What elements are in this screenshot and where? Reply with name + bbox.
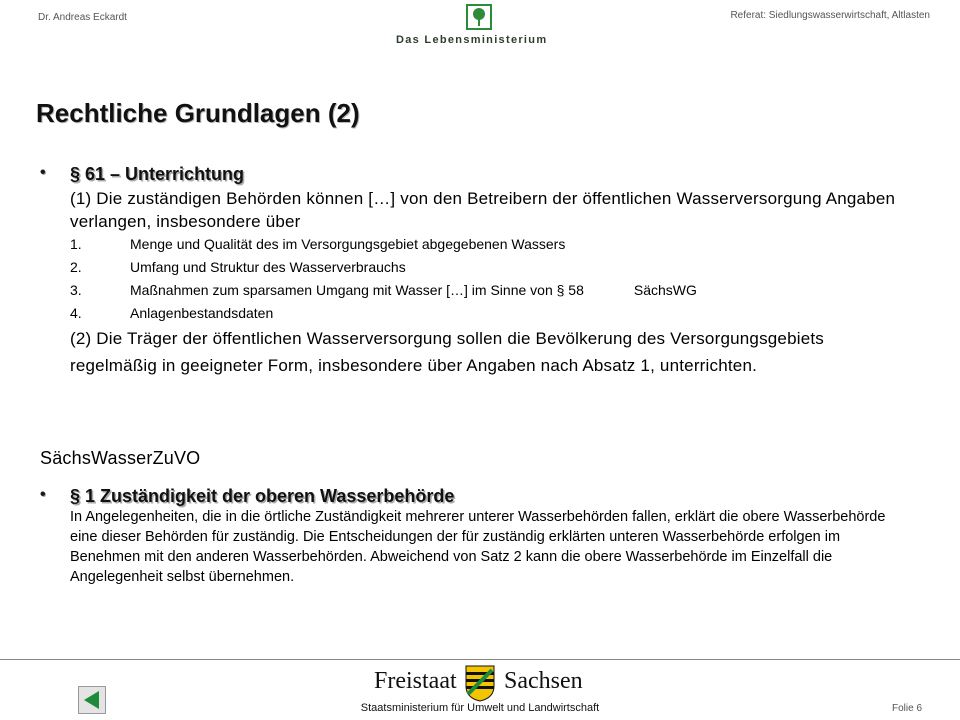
logo-text: Das Lebensministerium — [396, 34, 548, 46]
list-text: Maßnahmen zum sparsamen Umgang mit Wasser […] im Sinne von § 58 — [130, 282, 584, 298]
list-num: 4. — [70, 305, 82, 321]
freistaat-label: Freistaat — [374, 668, 457, 694]
section1-list — [70, 233, 920, 325]
list-item — [70, 233, 920, 256]
section1-para2: (2) Die Träger der öffentlichen Wasserversorgung sollen die Bevölkerung des Versorgungsgebiets regelmäßig in geeigneter Form, insbesondere über Angaben nach Absatz 1, unterrichten. — [70, 329, 824, 375]
bullet-icon: • — [40, 164, 46, 181]
department-label: Referat: Siedlungswasserwirtschaft, Altlasten — [730, 10, 930, 21]
bullet-icon: • — [40, 486, 46, 503]
section1-intro: (1) Die zuständigen Behörden können […] von den Betreibern der öffentlichen Wasserversorgung Angaben verlangen, insbesondere über — [70, 189, 896, 231]
sachsen-label: Sachsen — [504, 668, 583, 694]
section-unterrichtung — [40, 164, 920, 379]
list-item — [70, 279, 920, 302]
author-label: Dr. Andreas Eckardt — [38, 12, 127, 23]
section-zustaendigkeit — [40, 486, 920, 587]
ministry-label: Staatsministerium für Umwelt und Landwirtschaft — [360, 702, 600, 714]
list-text: Umfang und Struktur des Wasserverbrauchs — [130, 259, 406, 275]
list-text: Anlagenbestandsdaten — [130, 305, 274, 321]
section2-heading: § 1 Zuständigkeit der oberen Wasserbehörde — [70, 486, 455, 506]
subtitle-saechswasserzuvo: SächsWasserZuVO — [40, 448, 201, 468]
section1-heading: § 61 – Unterrichtung — [70, 164, 245, 184]
list-item — [70, 256, 920, 279]
footer-divider — [0, 659, 960, 660]
lebensministerium-logo-icon — [466, 4, 492, 30]
list-text-tail: SächsWG — [633, 282, 697, 298]
saxony-crest-icon — [464, 664, 496, 702]
list-item — [70, 302, 920, 325]
section2-body: In Angelegenheiten, die in die örtliche Zuständigkeit mehrerer unterer Wasserbehörden fallen, erklärt die obere Wasserbehörde eine dieser Behörden für zuständig. Die Entscheidungen der für zuständig erklärten unteren Wasserbehörde erfolgen im Benehmen mit den anderen Wasserbehörden. Abweichend von Satz 2 kann die obere Wasserbehörde im Einzelfall die Angelegenheit selbst übernehmen. — [70, 509, 886, 585]
slide-title: Rechtliche Grundlagen (2) — [36, 98, 360, 128]
slide-number: Folie 6 — [891, 703, 922, 714]
list-text: Menge und Qualität des im Versorgungsgebiet abgegebenen Wassers — [130, 236, 566, 252]
list-num: 2. — [70, 259, 82, 275]
list-num: 1. — [70, 236, 82, 252]
list-num: 3. — [70, 282, 82, 298]
